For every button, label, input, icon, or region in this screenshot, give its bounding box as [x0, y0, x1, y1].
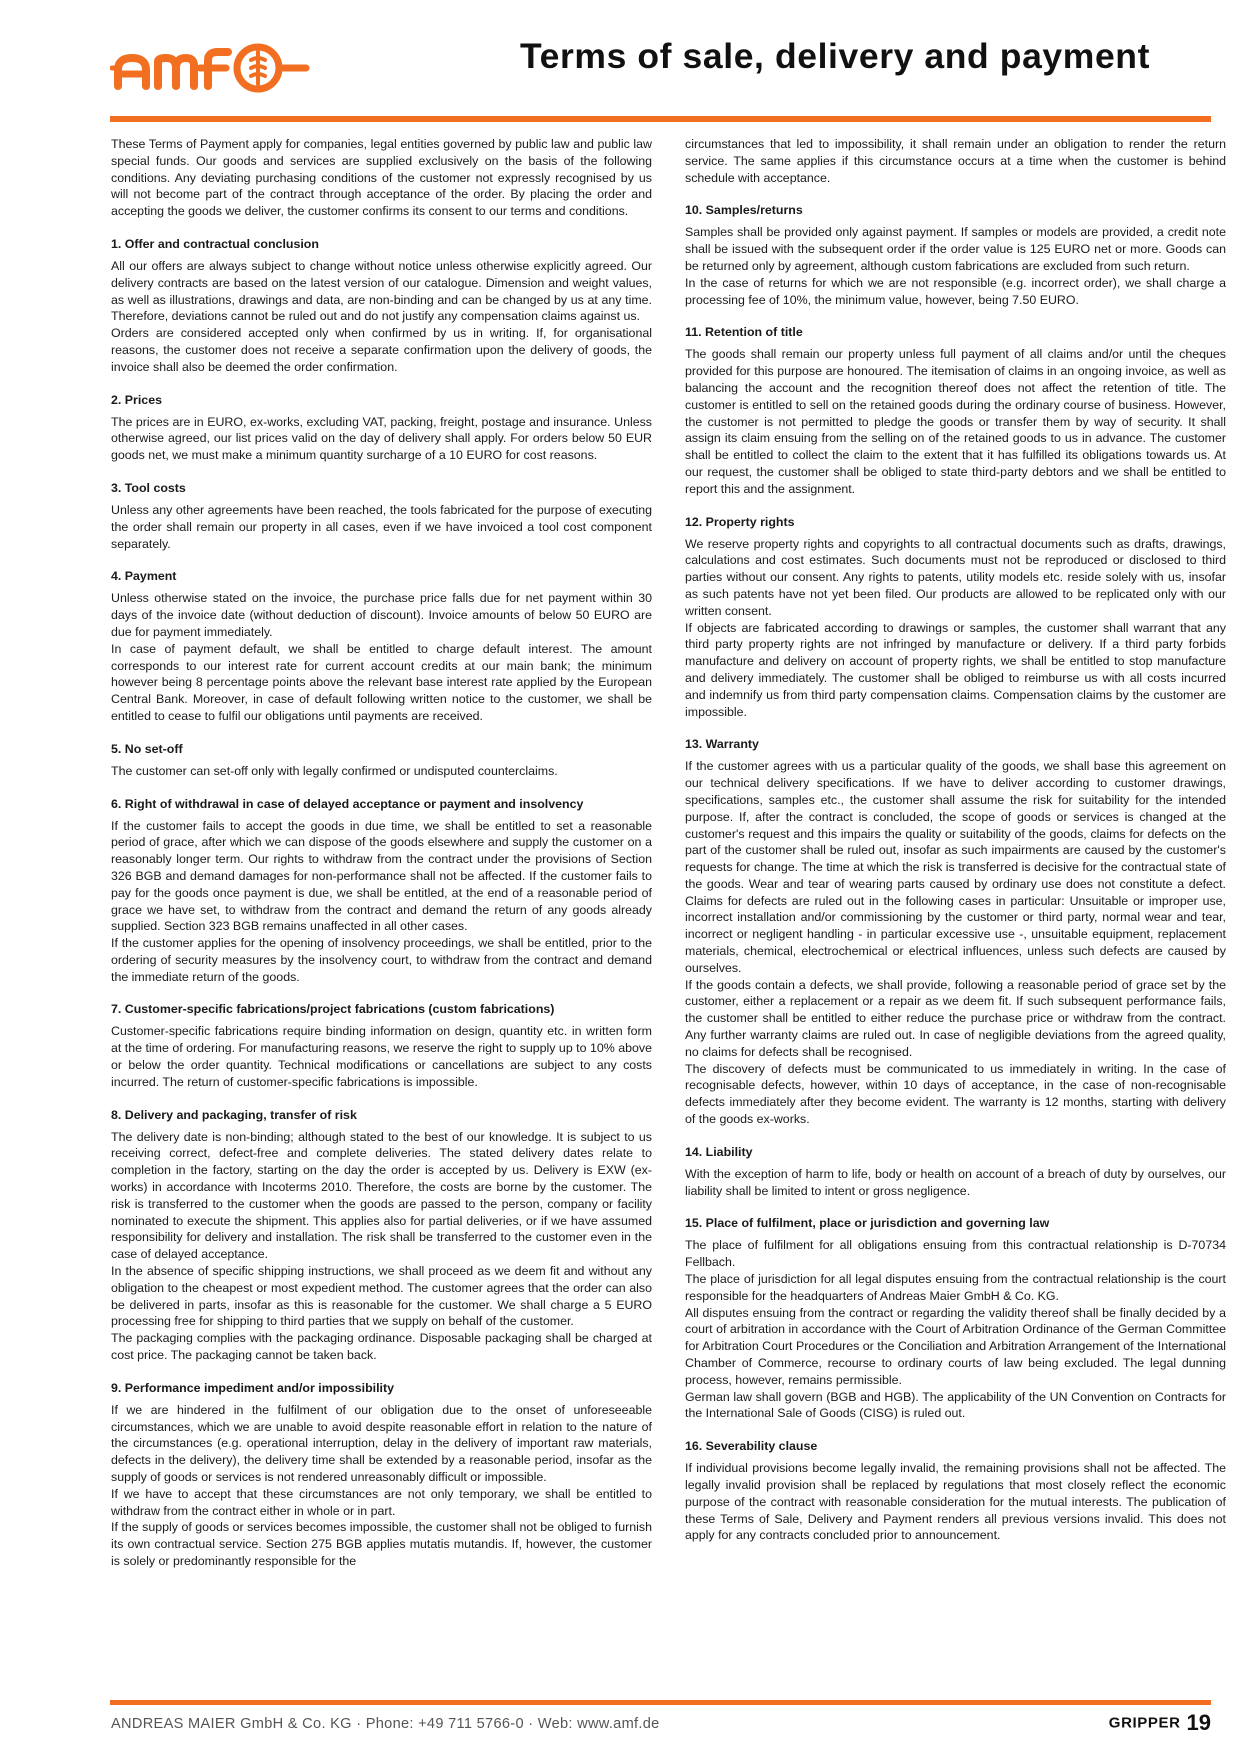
section-paragraph: The place of fulfilment for all obligations ensuing from this contractual relationship is D-70734 Fellbach.: [685, 1238, 1226, 1270]
section-heading: 2. Prices: [111, 392, 162, 407]
section-paragraph: We reserve property rights and copyrights to all contractual documents such as drafts, drawings, calculations and cost estimates. Such documents must not be reproduced or disclosed to third parties without our consent. Any rights to patents, utility models etc. reside solely with us, insofar as such patents have not yet been filed. Our products are allowed to be replicated only with our written consent.: [685, 536, 1226, 618]
intro-paragraph: These Terms of Payment apply for companies, legal entities governed by public law and public law special funds. Our goods and services are supplied exclusively on the basis of the following conditions. Any deviating purchasing conditions of the customer not expressly recognised by us will not become part of the contract through acceptance of the order. By placing the order and accepting the goods we deliver, the customer confirms its consent to our terms and conditions.: [111, 137, 652, 219]
section-heading: 3. Tool costs: [111, 480, 186, 495]
section-paragraph: The packaging complies with the packaging ordinance. Disposable packaging shall be charged at cost price. The packaging cannot be taken back.: [111, 1331, 652, 1363]
section-heading: 12. Property rights: [685, 514, 795, 529]
section-paragraph: If the customer fails to accept the goods in due time, we shall be entitled to set a reasonable period of grace, after which we can dispose of the goods elsewhere and supply the customer on a reasonably longer term. Our rights to withdraw from the contract under the provisions of Section 326 BGB and demand damages for non-performance shall not be affected. If the customer fails to pay for the goods once payment is due, we shall be entitled, at the end of a reasonable period of grace we have set, to withdraw from the contract and demand the return of any goods already supplied. Section 323 BGB remains unaffected in all other cases.: [111, 818, 652, 934]
continued-paragraph: circumstances that led to impossibility, it shall remain under an obligation to render the return service. The same applies if this circumstance occurs at a time when the customer is behind schedule with acceptance.: [685, 137, 1226, 185]
section-paragraph: All disputes ensuing from the contract or regarding the validity thereof shall be finally decided by a court of arbitration in accordance with the Court of Arbitration Ordinance of the German Committee for Arbitration Court Procedures or the Conciliation and Arbitration Arrangement of the International Chamber of Commerce, recourse to ordinary courts of law being excluded. The legal dunning process, however, remains permissible.: [685, 1305, 1226, 1387]
section-paragraph: With the exception of harm to life, body or health on account of a breach of duty by ourselves, our liability shall be limited to intent or gross negligence.: [685, 1166, 1226, 1198]
section-paragraph: All our offers are always subject to change without notice unless otherwise explicitly agreed. Our delivery contracts are based on the latest version of our catalogue. Dimension and weight values, as well as illustrations, drawings and data, are non-binding and can be changed by us at any time. Therefore, deviations cannot be ruled out and do not justify any compensation claims against us.: [111, 258, 652, 324]
section-heading: 14. Liability: [685, 1144, 753, 1159]
left-column: [111, 136, 652, 1570]
footer-section-label: GRIPPER: [1108, 1714, 1181, 1732]
section-paragraph: The delivery date is non-binding; although stated to the best of our knowledge. It is subject to us receiving correct, defect-free and complete deliveries. The stated delivery dates relate to completion in the factory, starting on the day the order is accepted by us. Delivery is EXW (ex-works) in accordance with Incoterms 2010. Therefore, the costs are borne by the customer. The risk is transferred to the customer when the goods are passed to the person, company or facility nominated to execute the shipment. This applies also for partial deliveries, or if we have assumed responsibility for delivery and installation. The risk shall be transferred to the customer even in the case of delayed acceptance.: [111, 1129, 652, 1262]
footer-page-marker: [1109, 1710, 1211, 1736]
section-heading: 8. Delivery and packaging, transfer of risk: [111, 1107, 357, 1122]
section-paragraph: If we have to accept that these circumstances are not only temporary, we shall be entitled to withdraw from the contract either in whole or in part.: [111, 1486, 652, 1518]
section-paragraph: If the goods contain a defects, we shall provide, following a reasonable period of grace set by the customer, either a replacement or a repair as we deem fit. If such subsequent performance fails, the customer shall be entitled to either reduce the purchase price or withdraw from the contract. Any further warranty claims are ruled out. In case of negligible deviations from the agreed quality, no claims for defects shall be recognised.: [685, 977, 1226, 1059]
section-paragraph: If objects are fabricated according to drawings or samples, the customer shall warrant that any third party property rights are not infringed by manufacture or delivery. If a third party forbids manufacture and delivery on account of property rights, we shall be entitled to stop manufacture and delivery immediately. The customer shall be obliged to reimburse us with all costs incurred and indemnify us from third party compensation claims. Compensation claims by the customer are impossible.: [685, 620, 1226, 719]
section-paragraph: Unless otherwise stated on the invoice, the purchase price falls due for net payment within 30 days of the invoice date (without deduction of discount). Invoice amounts of below 50 EURO are due for payment immediately.: [111, 591, 652, 639]
section-heading: 15. Place of fulfilment, place or jurisdiction and governing law: [685, 1216, 1050, 1231]
section-heading: 5. No set-off: [111, 741, 183, 756]
footer-company-info: ANDREAS MAIER GmbH & Co. KG · Phone: +49 711 5766-0 · Web: www.amf.de: [111, 1716, 660, 1732]
section-heading: 11. Retention of title: [685, 325, 803, 340]
section-paragraph: Customer-specific fabrications require binding information on design, quantity etc. in written form at the time of ordering. For manufacturing reasons, we reserve the right to supply up to 10% above or below the order quantity. Technical modifications or cancellations are subject to any costs incurred. The return of customer-specific fabrications is impossible.: [111, 1024, 652, 1089]
section-paragraph: German law shall govern (BGB and HGB). The applicability of the UN Convention on Contracts for the International Sale of Goods (CISG) is ruled out.: [685, 1389, 1226, 1421]
page-number: 19: [1186, 1710, 1211, 1735]
section-paragraph: Samples shall be provided only against payment. If samples or models are provided, a credit note shall be issued with the subsequent order if the order value is 125 EURO net or more. Goods can be returned only by agreement, although custom fabrications are excluded from such return.: [685, 225, 1226, 273]
section-heading: 10. Samples/returns: [685, 203, 803, 218]
section-paragraph: In case of payment default, we shall be entitled to charge default interest. The amount corresponds to our interest rate for current account credits at our main bank; the minimum however being 8 percentage points above the relevant base interest rate applied by the European Central Bank. Moreover, in case of default following written notice to the customer, we shall be entitled to cease to fulfil our obligations until payments are received.: [111, 641, 652, 723]
section-heading: 7. Customer-specific fabrications/project fabrications (custom fabrications): [111, 1002, 555, 1017]
section-paragraph: If individual provisions become legally invalid, the remaining provisions shall not be affected. The legally invalid provision shall be replaced by regulations that most closely reflect the economic purpose of the contract with reasonable consideration for the mutual interests. The publication of these Terms of Sale, Delivery and Payment renders all previous versions invalid. This does not apply for any contracts concluded prior to announcement.: [685, 1461, 1226, 1543]
section-paragraph: If the supply of goods or services becomes impossible, the customer shall not be obliged to furnish its own contractual service. Section 275 BGB applies mutatis mutandis. If, however, the customer is solely or predominantly responsible for the: [111, 1520, 652, 1568]
right-column: [685, 136, 1226, 1544]
section-heading: 6. Right of withdrawal in case of delayed acceptance or payment and insolvency: [111, 796, 584, 811]
section-paragraph: In the case of returns for which we are not responsible (e.g. incorrect order), we shall charge a processing fee of 10%, the minimum value, however, being 7.50 EURO.: [685, 275, 1226, 307]
section-paragraph: If the customer agrees with us a particular quality of the goods, we shall base this agreement on our technical delivery specifications. If we have to deliver according to customer drawings, specifications, samples etc., the customer shall assume the risk for suitability for the intended purpose. If, after the contract is concluded, the scope of goods or services is changed at the customer's request and this impairs the quality or suitability of the goods, claims for defects on the part of the customer shall be ruled out, insofar as such impairments are caused by the customer's requests for change. The time at which the risk is transferred is decisive for the contractual state of the goods. Wear and tear of wearing parts caused by ordinary use does not constitute a defect. Claims for defects are ruled out in the following cases in particular: Unsuitable or improper use, incorrect installation and/or commissioning by the customer or third party, normal wear and tear, incorrect or negligent handling - in particular excessive use -, unsuitable equipment, replacement materials, chemical, electrochemical or electrical influences, unless such defects are caused by ourselves.: [685, 759, 1226, 975]
section-heading: 1. Offer and contractual conclusion: [111, 236, 319, 251]
section-paragraph: Unless any other agreements have been reached, the tools fabricated for the purpose of executing the order shall remain our property in all cases, even if we have invoiced a tool cost component separately.: [111, 502, 652, 551]
section-paragraph: The place of jurisdiction for all legal disputes ensuing from the contractual relationship is the court responsible for the headquarters of Andreas Maier GmbH & Co. KG.: [685, 1272, 1226, 1303]
page-header: [0, 0, 1240, 125]
header-rule: [110, 116, 1211, 122]
section-heading: 9. Performance impediment and/or impossibility: [111, 1380, 394, 1395]
section-paragraph: The discovery of defects must be communicated to us immediately in writing. In the case of recognisable defects, however, within 10 days of acceptance, in the case of non-recognisable defects immediately after they become evident. The warranty is 12 months, starting with delivery of the goods ex-works.: [685, 1061, 1226, 1127]
amf-logo-icon: [110, 38, 310, 96]
footer-rule: [110, 1700, 1211, 1705]
section-paragraph: Orders are considered accepted only when confirmed by us in writing. If, for organisational reasons, the customer does not receive a separate confirmation upon the delivery of goods, the invoice shall also be deemed the order confirmation.: [111, 326, 652, 374]
section-heading: 13. Warranty: [685, 737, 759, 752]
section-paragraph: The prices are in EURO, ex-works, excluding VAT, packing, freight, postage and insurance. Unless otherwise agreed, our list prices valid on the day of delivery shall apply. For orders below 50 EUR goods net, we must make a minimum quantity surcharge of a 10 EURO for cost reasons.: [111, 414, 652, 463]
section-paragraph: In the absence of specific shipping instructions, we shall proceed as we deem fit and without any obligation to the cheapest or most expedient method. The customer agrees that the order can also be delivered in parts, insofar as this is reasonable for the customer. We shall charge a 5 EURO processing free for shipping to third parties that we supply on behalf of the customer.: [111, 1264, 652, 1329]
section-paragraph: If the customer applies for the opening of insolvency proceedings, we shall be entitled, prior to the ordering of security measures by the insolvency court, to withdraw from the contract and demand the immediate return of the goods.: [111, 936, 652, 984]
page-title: Terms of sale, delivery and payment: [520, 36, 1150, 76]
section-heading: 16. Severability clause: [685, 1439, 818, 1454]
section-paragraph: The customer can set-off only with legally confirmed or undisputed counterclaims.: [111, 763, 558, 778]
section-heading: 4. Payment: [111, 569, 177, 584]
section-paragraph: The goods shall remain our property unless full payment of all claims and/or until the cheques provided for this purpose are honoured. The itemisation of claims in an ongoing invoice, as well as balancing the account and the recognition thereof does not affect the retention of title. The customer is entitled to sell on the retained goods during the ordinary course of business. However, the customer is not permitted to pledge the goods or transfer them by way of security. It shall assign its claim ensuing from the selling on of the retained goods to us in advance. The customer shall be entitled to collect the claim to the extent that it has fulfilled its obligations towards us. At our request, the customer shall be obliged to state third-party debtors and we shall be entitled to report this and the assignment.: [685, 347, 1226, 496]
section-paragraph: If we are hindered in the fulfilment of our obligation due to the onset of unforeseeable circumstances, which we are unable to avoid despite reasonable effort in relation to the nature of the circumstances (e.g. operational interruption, delay in the delivery of important raw materials, defects in the delivery), the delivery time shall be extended by a reasonable period, insofar as the supply of goods or services is not rendered unreasonably difficult or impossible.: [111, 1402, 652, 1485]
